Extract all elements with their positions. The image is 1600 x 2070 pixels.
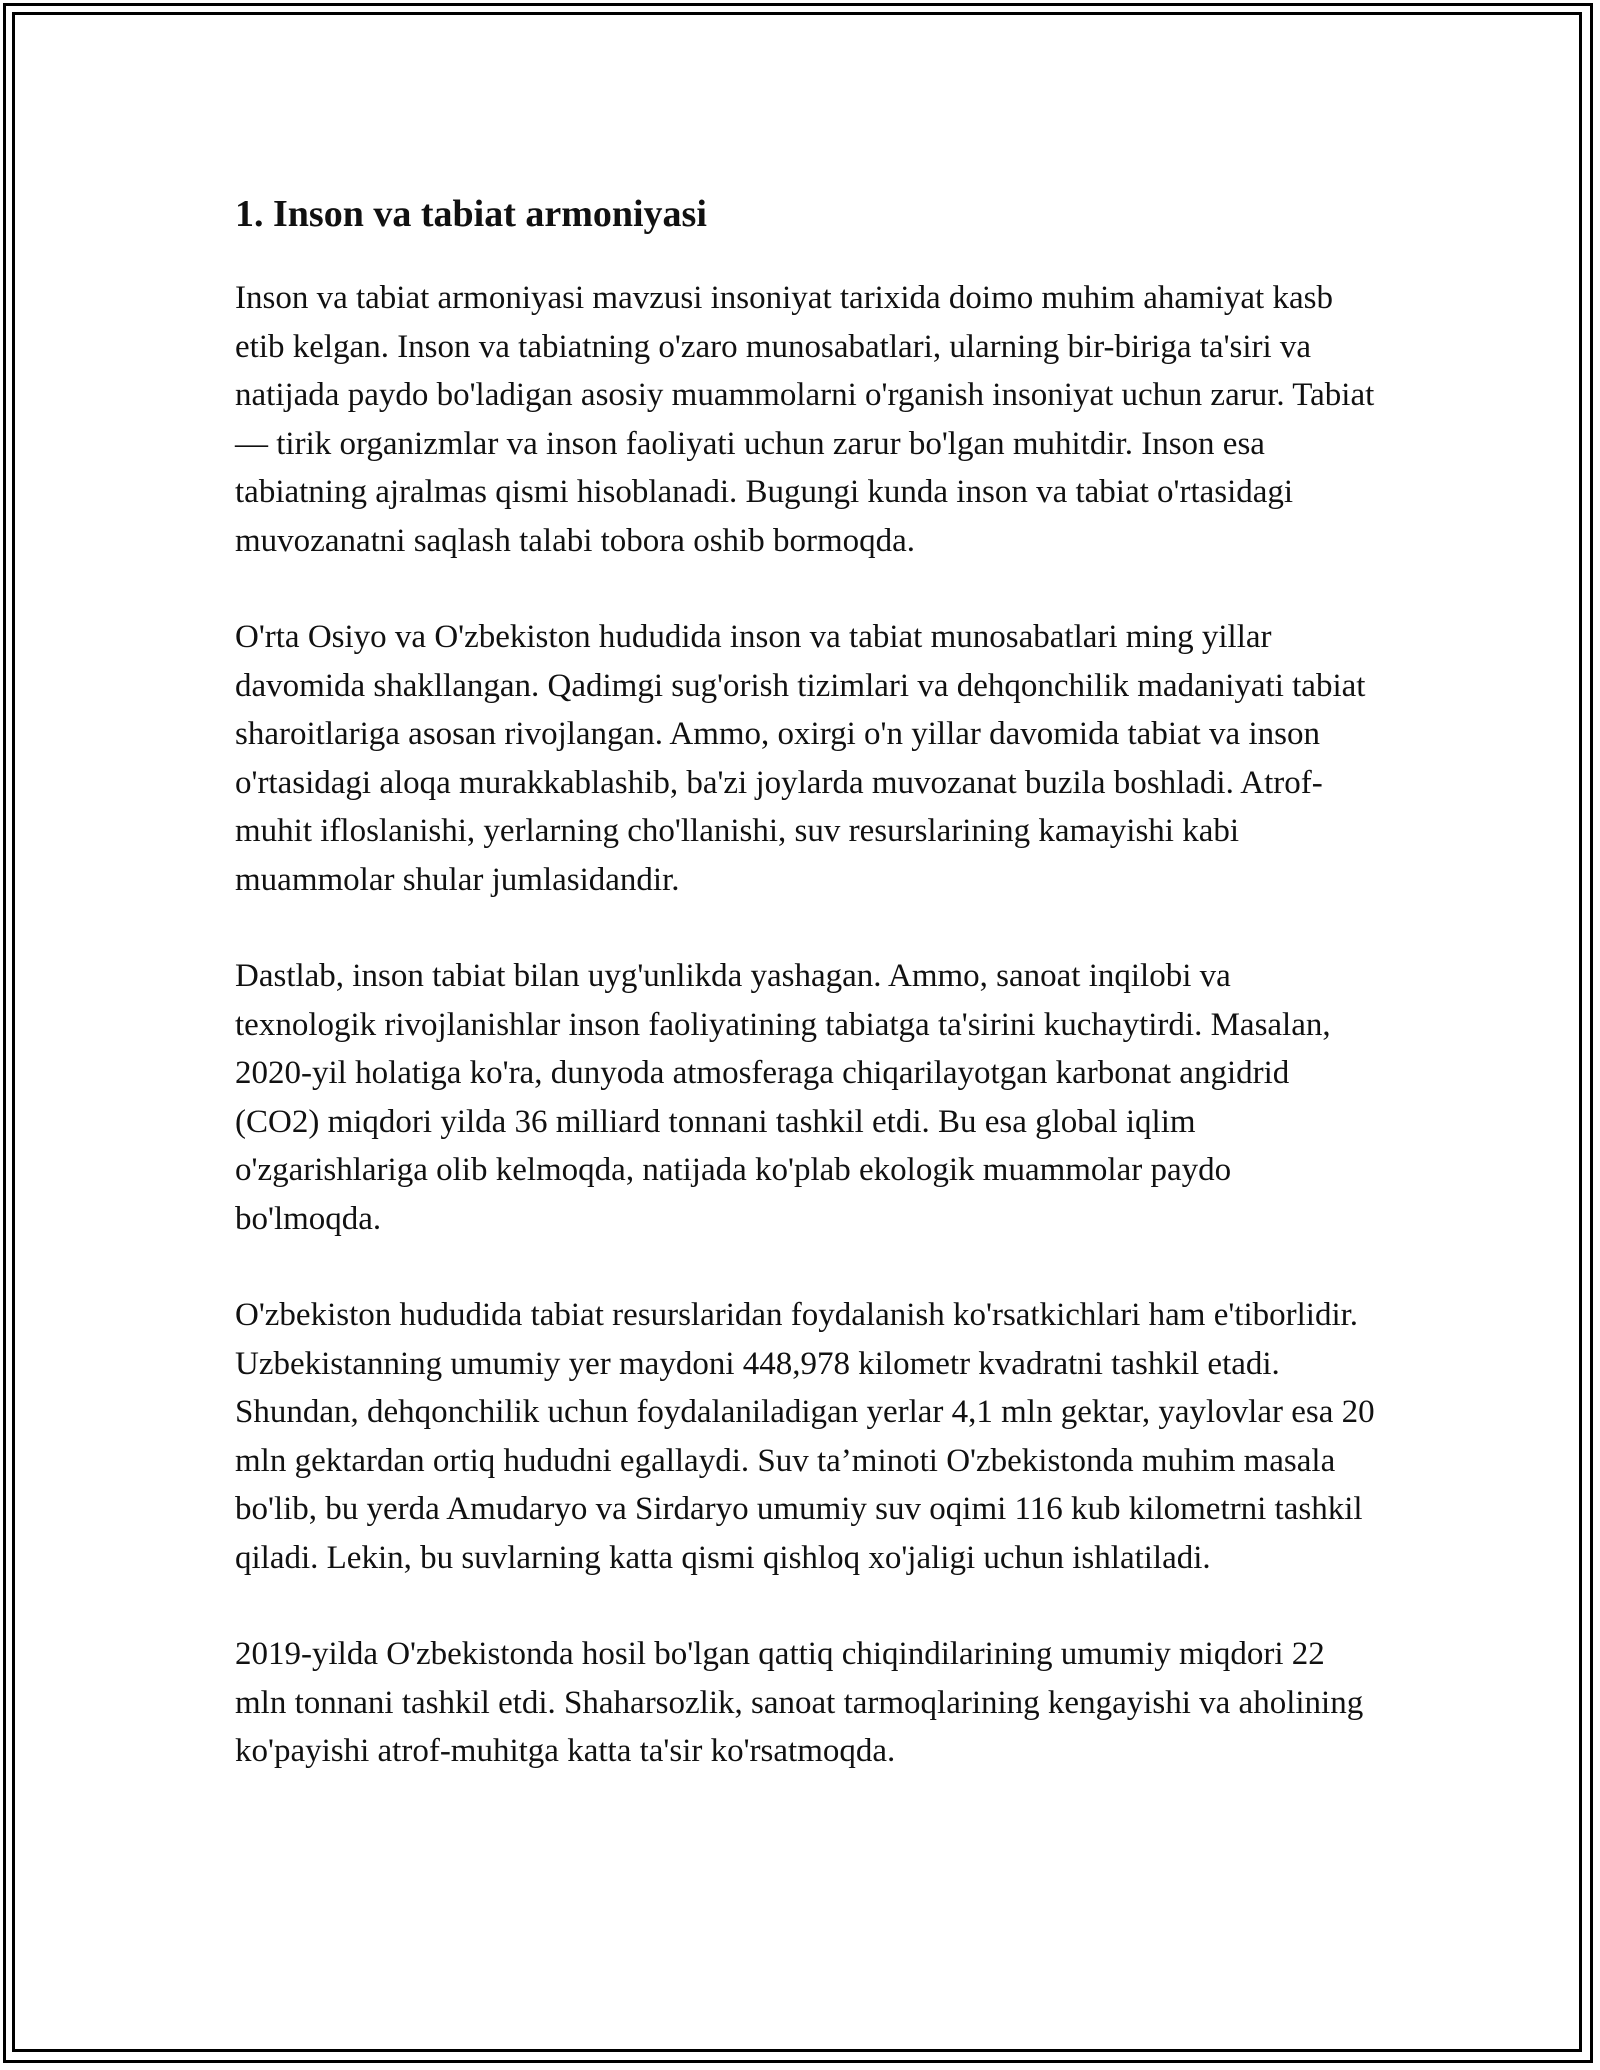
document-body bbox=[235, 186, 1375, 1824]
paragraph-4: O'zbekiston hududida tabiat resurslaridan foydalanish ko'rsatkichlari ham e'tiborlidir. Uzbekistanning umumiy yer maydoni 448,978 kilometr kvadratni tashkil etadi. Shundan, dehqonchilik uchun foydalaniladigan yerlar 4,1 mln gektar, yaylovlar esa 20 mln gektardan ortiq hududni egallaydi. Suv ta’minoti O'zbekistonda muhim masala bo'lib, bu yerda Amudaryo va Sirdaryo umumiy suv oqimi 116 kub kilometrni tashkil qiladi. Lekin, bu suvlarning katta qismi qishloq xo'jaligi uchun ishlatiladi. bbox=[235, 1297, 1375, 1576]
paragraph-1: Inson va tabiat armoniyasi mavzusi insoniyat tarixida doimo muhim ahamiyat kasb etib kelgan. Inson va tabiatning o'zaro munosabatlari, ularning bir-biriga ta'siri va natijada paydo bo'ladigan asosiy muammolarni o'rganish insoniyat uchun zarur. Tabiat — tirik organizmlar va inson faoliyati uchun zarur bo'lgan muhitdir. Inson esa tabiatning ajralmas qismi hisoblanadi. Bugungi kunda inson va tabiat o'rtasidagi muvozanatni saqlash talabi tobora oshib bormoqda. bbox=[235, 280, 1375, 559]
paragraph-5: 2019-yilda O'zbekistonda hosil bo'lgan qattiq chiqindilarining umumiy miqdori 22 mln tonnani tashkil etdi. Shaharsozlik, sanoat tarmoqlarining kengayishi va aholining ko'payishi atrof-muhitga katta ta'sir ko'rsatmoqda. bbox=[235, 1636, 1364, 1769]
section-heading: 1. Inson va tabiat armoniyasi bbox=[235, 193, 707, 235]
paragraph-3: Dastlab, inson tabiat bilan uyg'unlikda yashagan. Ammo, sanoat inqilobi va texnologik rivojlanishlar inson faoliyatining tabiatga ta'sirini kuchaytirdi. Masalan, 2020-yil holatiga ko'ra, dunyoda atmosferaga chiqarilayotgan karbonat angidrid (CO2) miqdori yilda 36 milliard tonnani tashkil etdi. Bu esa global iqlim o'zgarishlariga olib kelmoqda, natijada ko'plab ekologik muammolar paydo bo'lmoqda. bbox=[235, 958, 1331, 1237]
paragraph-2: O'rta Osiyo va O'zbekiston hududida inson va tabiat munosabatlari ming yillar davomida shakllangan. Qadimgi sug'orish tizimlari va dehqonchilik madaniyati tabiat sharoitlariga asosan rivojlangan. Ammo, oxirgi o'n yillar davomida tabiat va inson o'rtasidagi aloqa murakkablashib, ba'zi joylarda muvozanat buzila boshladi. Atrof-muhit ifloslanishi, yerlarning cho'llanishi, suv resurslarining kamayishi kabi muammolar shular jumlasidandir. bbox=[235, 619, 1366, 898]
